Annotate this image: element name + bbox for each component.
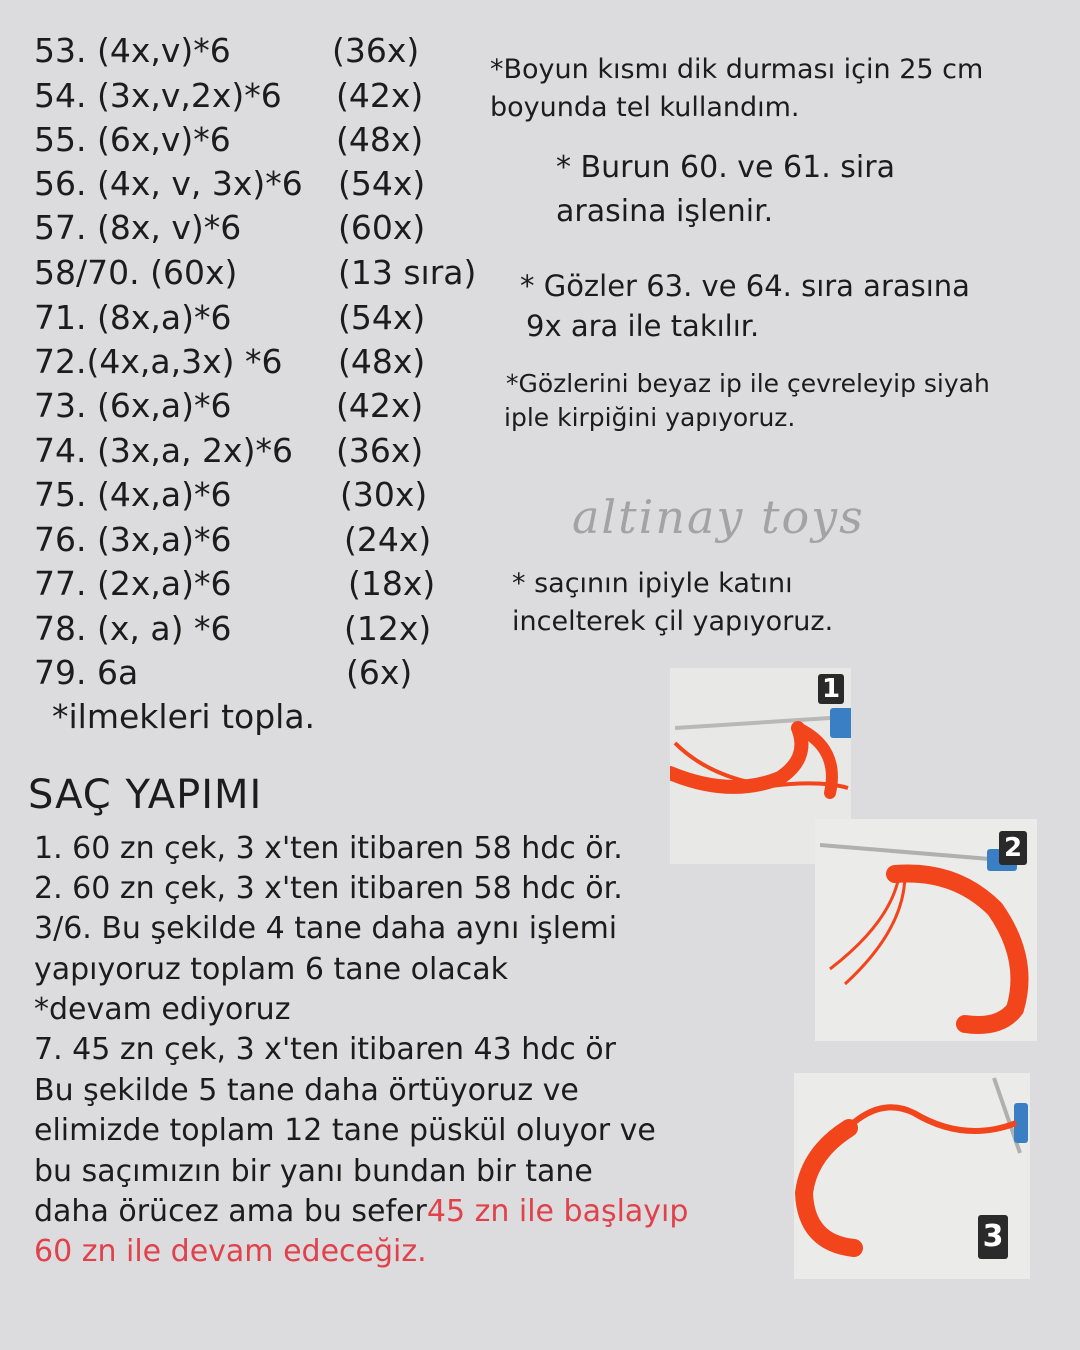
step-photo-2 [815,819,1037,1041]
hair-line: Bu şekilde 5 tane daha örtüyoruz ve [34,1073,579,1108]
step-badge: 3 [978,1215,1008,1259]
row-instruction: 58/70. (60x) [34,253,238,292]
row-instruction: 71. (8x,a)*6 [34,298,232,337]
row-count: (12x) [344,609,432,648]
freckle-note-line2: incelterek çil yapıyoruz. [512,606,834,637]
row-instruction: 53. (4x,v)*6 [34,31,231,70]
row-count: (48x) [336,120,424,159]
hair-line-red-part: 45 zn ile başlayıp [426,1194,689,1229]
row-instruction: 55. (6x,v)*6 [34,120,231,159]
step-photo-3 [794,1073,1030,1279]
row-instruction: 56. (4x, v, 3x)*6 [34,164,303,203]
hair-line: elimizde toplam 12 tane püskül oluyor ve [34,1113,656,1148]
row-instruction: 72.(4x,a,3x) *6 [34,342,283,381]
eyes-note-line1: * Gözler 63. ve 64. sıra arasına [520,269,970,303]
row-count: (6x) [346,653,413,692]
row-instruction: 76. (3x,a)*6 [34,520,232,559]
lash-note-line2: iple kirpiğini yapıyoruz. [504,403,796,432]
step-badge: 2 [999,831,1027,865]
row-instruction: 73. (6x,a)*6 [34,386,232,425]
hair-line: 2. 60 zn çek, 3 x'ten itibaren 58 hdc ör. [34,871,623,906]
eyes-note-line2: 9x ara ile takılır. [526,309,760,343]
row-count: (48x) [338,342,426,381]
row-count: (18x) [348,564,436,603]
row-count: (42x) [336,76,424,115]
row-instruction: 75. (4x,a)*6 [34,475,232,514]
row-count: (54x) [338,298,426,337]
row-instruction: 54. (3x,v,2x)*6 [34,76,282,115]
lash-note-line1: *Gözlerini beyaz ip ile çevreleyip siyah [506,369,990,398]
row-instruction: 79. 6a [34,653,139,692]
row-count: (30x) [340,475,428,514]
row-instruction: 77. (2x,a)*6 [34,564,232,603]
row-count: (54x) [338,164,426,203]
hair-section-title: SAÇ YAPIMI [28,772,263,818]
neck-note-line2: boyunda tel kullandım. [490,92,800,123]
row-instruction: 57. (8x, v)*6 [34,208,242,247]
nose-note-line2: arasina işlenir. [556,194,774,229]
row-count: (36x) [336,431,424,470]
hair-line: bu saçımızın bir yanı bundan bir tane [34,1154,593,1189]
hair-line: 1. 60 zn çek, 3 x'ten itibaren 58 hdc ör. [34,831,623,866]
row-count: (36x) [332,31,420,70]
row-count: (42x) [336,386,424,425]
hair-final-red-line: 60 zn ile devam edeceğiz. [34,1234,427,1269]
freckle-note-line1: * saçının ipiyle katını [512,568,793,599]
row-instruction: 74. (3x,a, 2x)*6 [34,431,293,470]
hair-line: 7. 45 zn çek, 3 x'ten itibaren 43 hdc ör [34,1032,616,1067]
brand-watermark: altinay toys [572,490,865,544]
hair-line: 3/6. Bu şekilde 4 tane daha aynı işlemi [34,911,618,946]
hair-line-last [34,1192,688,1232]
row-instruction: 78. (x, a) *6 [34,609,232,648]
hair-line: yapıyoruz toplam 6 tane olacak [34,952,508,987]
step-badge: 1 [818,674,844,704]
row-count: (13 sıra) [338,253,477,292]
nose-note-line1: * Burun 60. ve 61. sira [556,150,895,185]
row-count: (24x) [344,520,432,559]
closing-note: *ilmekleri topla. [52,697,316,736]
row-count: (60x) [338,208,426,247]
hair-line: *devam ediyoruz [34,992,291,1027]
hair-line-black-part: daha örücez ama bu sefer [34,1194,427,1229]
neck-note-line1: *Boyun kısmı dik durması için 25 cm [490,54,984,85]
